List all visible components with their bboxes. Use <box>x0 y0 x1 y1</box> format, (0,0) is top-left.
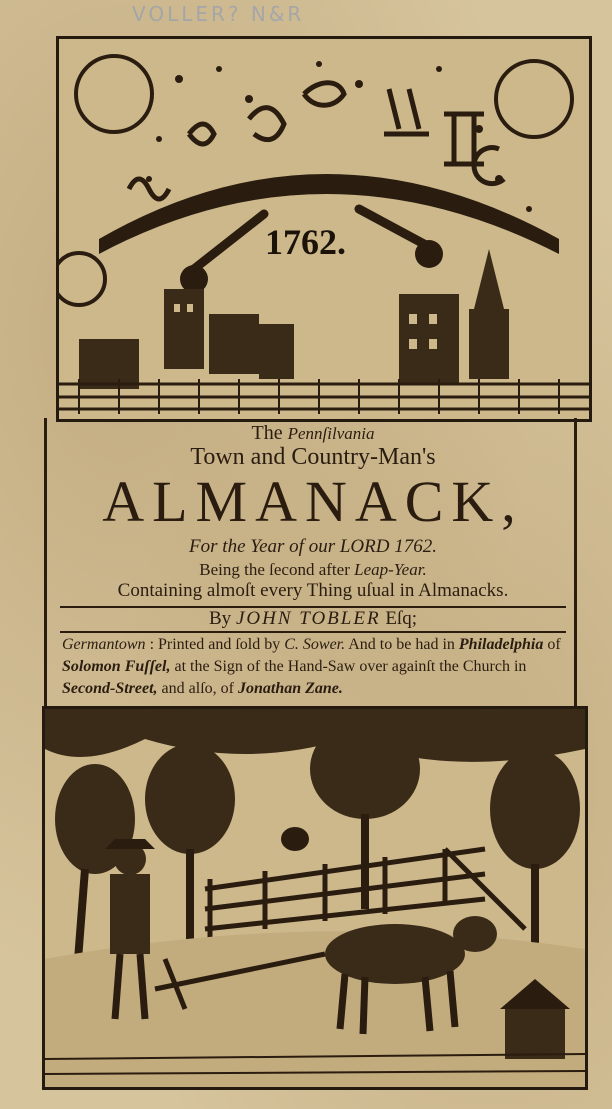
imprint-text <box>62 634 566 700</box>
left-rule <box>44 418 47 708</box>
leap-year-line <box>48 560 578 580</box>
by-word: By <box>209 608 232 629</box>
imprint-seller: Solomon Fuſſel, <box>62 658 171 675</box>
the-word: The <box>251 422 283 444</box>
author-line <box>48 608 578 630</box>
divider-rule-2 <box>60 631 566 633</box>
top-woodcut <box>56 36 592 422</box>
bottom-woodcut <box>42 706 588 1090</box>
imprint-seller-2: Jonathan Zane. <box>237 680 343 697</box>
contents-line: Containing almoſt every Thing uſual in Almanacks. <box>117 580 509 601</box>
pencil-annotation: VOLLER? N&R <box>132 2 305 26</box>
imprint-text-3: and alſo, of <box>161 680 234 697</box>
imprint-of: of <box>547 636 561 653</box>
leap-year-italic: Leap-Year. <box>354 560 427 579</box>
esq-word: Eſq; <box>385 608 417 629</box>
imprint-street: Second-Street, <box>62 680 158 697</box>
title-line-1 <box>48 422 578 445</box>
year-line: For the Year of our LORD 1762. <box>189 536 437 557</box>
author-name: JOHN TOBLER <box>235 608 381 629</box>
imprint-text-2: at the Sign of the Hand-Saw over againſt the Church in <box>174 658 527 675</box>
imprint-city: Philadelphia <box>458 636 544 653</box>
almanack-title: ALMANACK, <box>102 469 524 534</box>
imprint-printer: C. Sower. <box>284 636 346 653</box>
imprint-place: Germantown <box>62 636 146 653</box>
imprint-text-1: And to be had in <box>348 636 455 653</box>
leap-year-text: Being the ſecond after <box>199 560 350 579</box>
pennsilvania-word: Pennſilvania <box>287 424 375 443</box>
title-line-2: Town and Country-Man's <box>190 444 436 470</box>
title-block <box>48 418 578 708</box>
year-label: 1762. <box>265 222 346 262</box>
farm-scene-illustration <box>45 709 585 1087</box>
imprint-printed: : Printed and ſold by <box>149 636 281 653</box>
